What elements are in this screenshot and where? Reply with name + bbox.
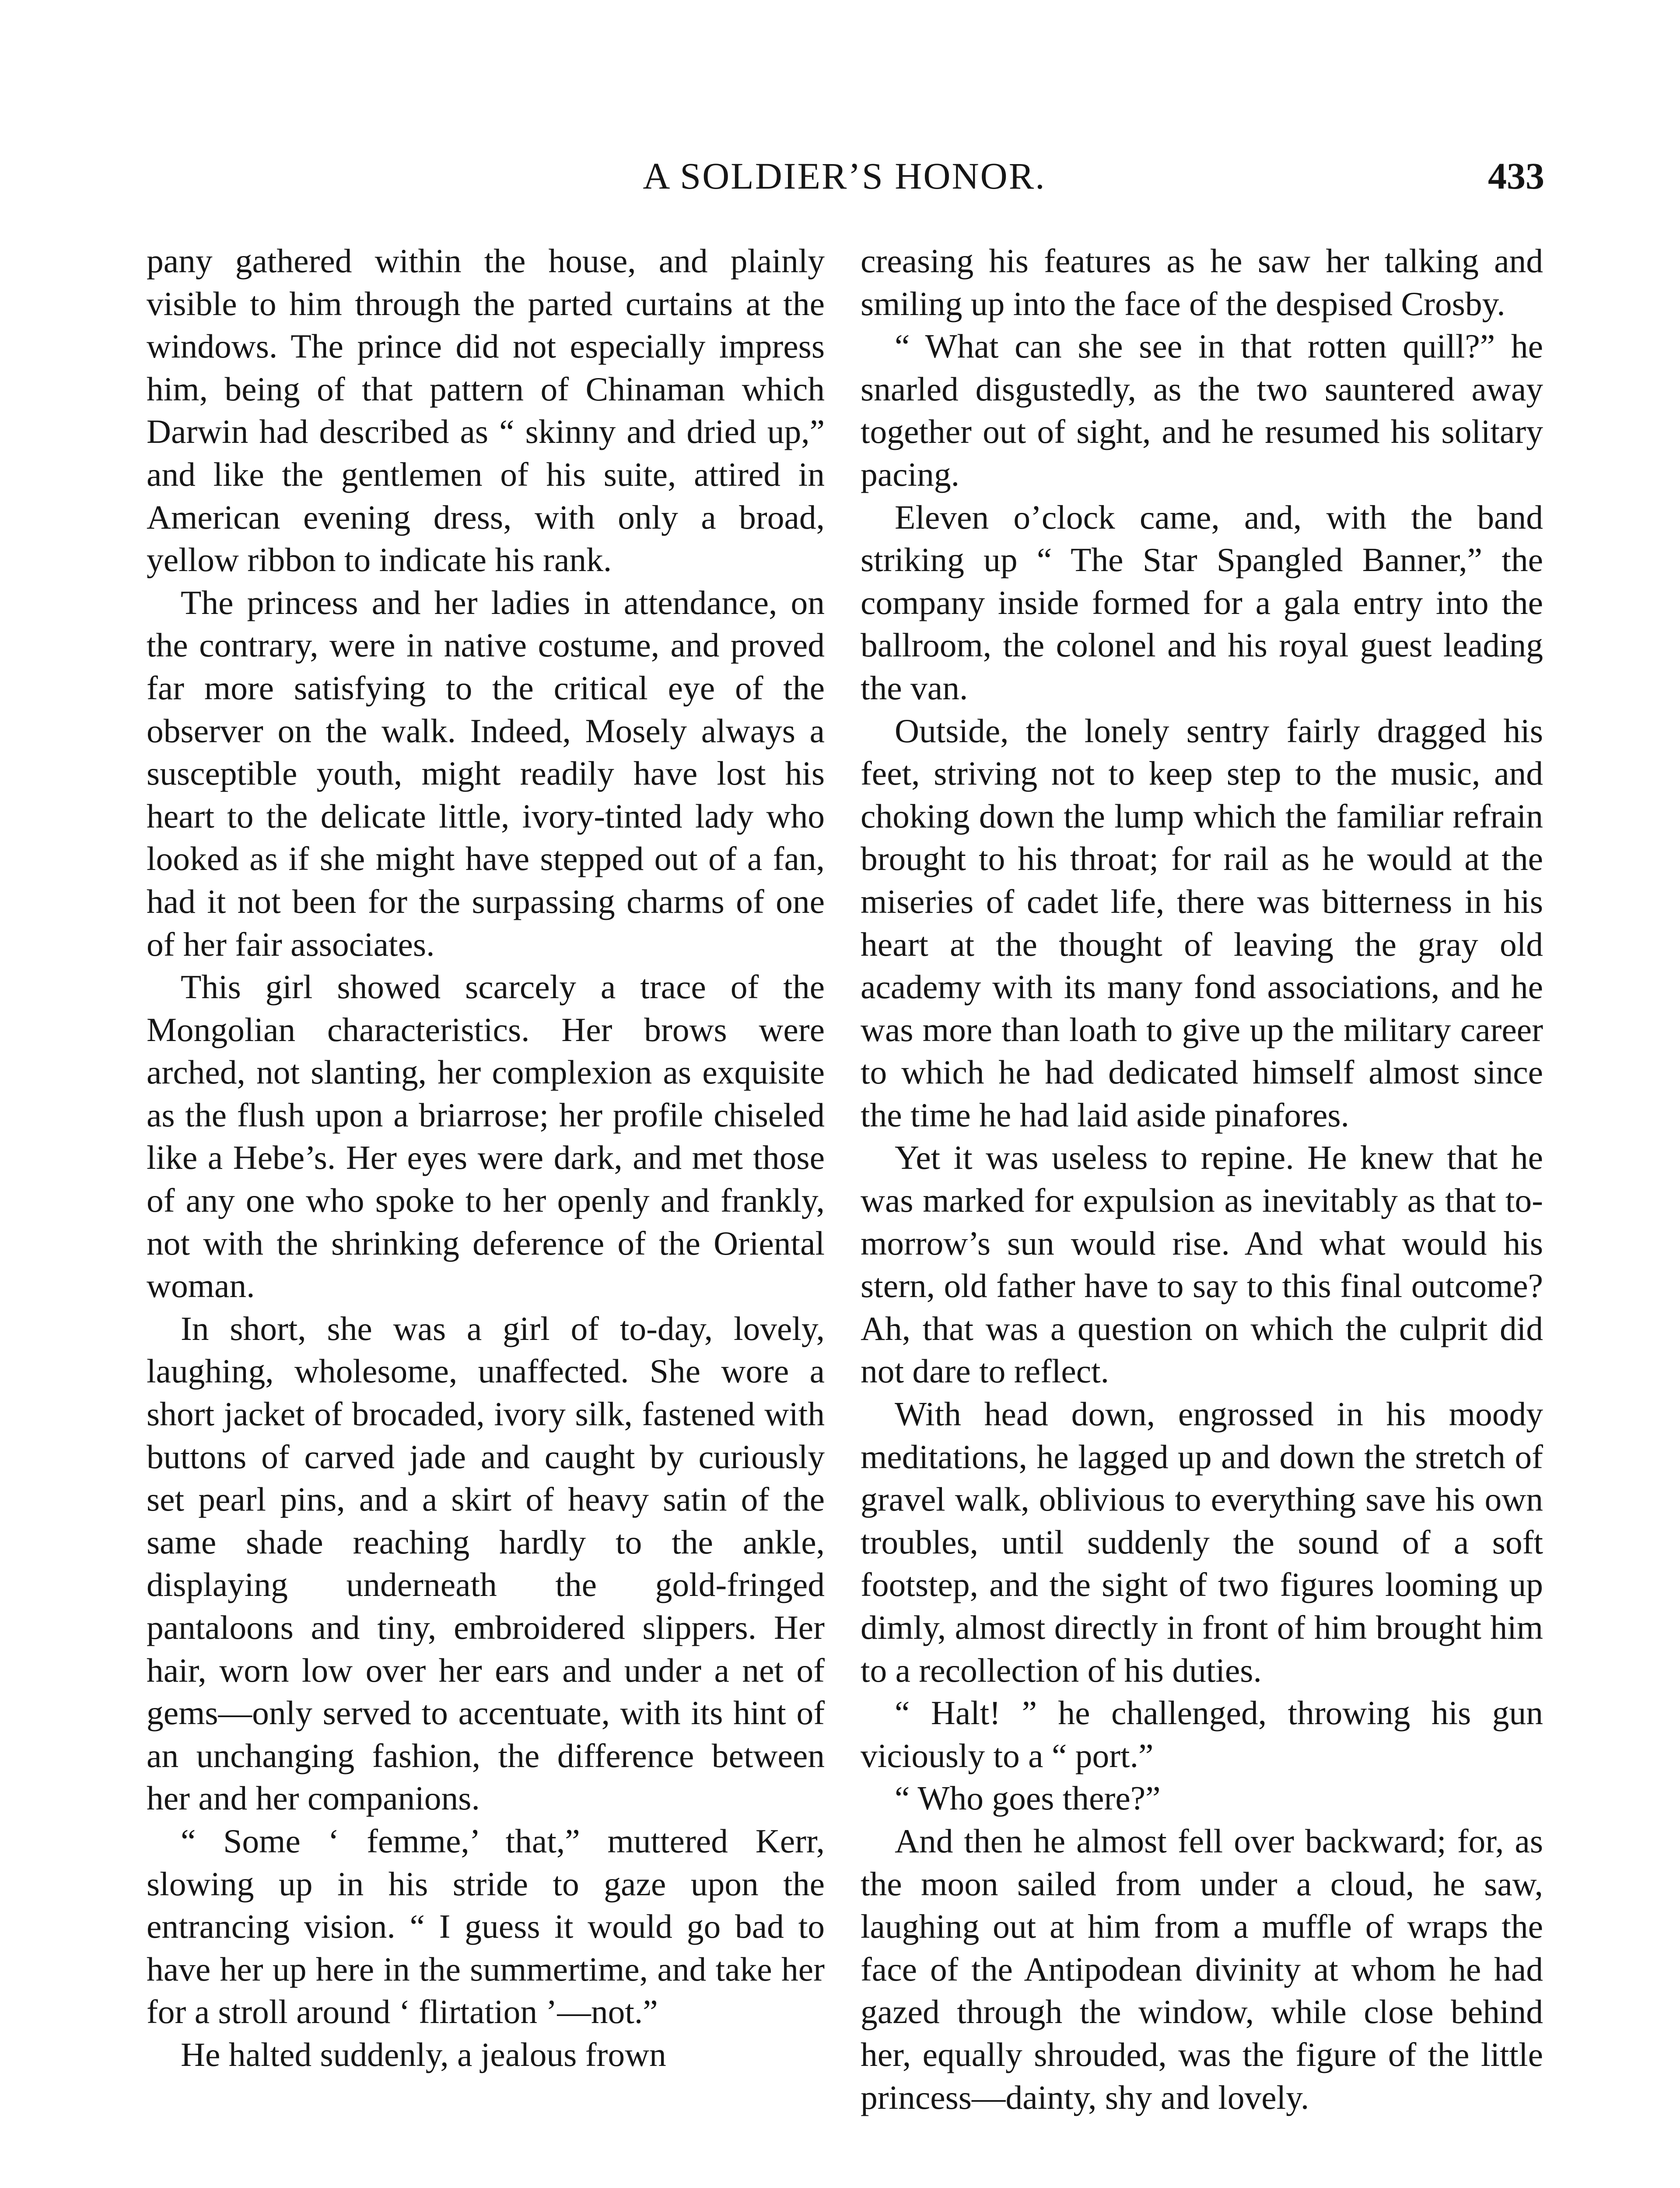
paragraph: Eleven o’clock came, and, with the band striking up “ The Star Spangled Banner,” the company inside formed for a gala entry into the ballroom, the colonel and his royal guest leading the van. — [861, 498, 1543, 707]
paragraph: This girl showed scarcely a trace of the Mongolian characteristics. Her brows were arched, not slanting, her complexion as exquisite as the flush upon a briarrose; her profile chiseled like a Hebe’s. Her eyes were dark, and met those of any one who spoke to her openly and frankly, not with the shrinking deference of the Oriental woman. — [147, 968, 825, 1305]
paragraph: With head down, engrossed in his moody meditations, he lagged up and down the stretch of gravel walk, oblivious to everything save his own troubles, until suddenly the sound of a soft footstep, and the sight of two figures looming up dimly, almost directly in front of him brought him to a recollection of his duties. — [861, 1395, 1543, 1689]
paragraph: “ Who goes there?” — [895, 1779, 1161, 1817]
paragraph: He halted suddenly, a jealous frown — [181, 2035, 666, 2073]
left-column — [147, 240, 825, 2076]
paragraph: “ Some ‘ femme,’ that,” muttered Kerr, slowing up in his stride to gaze upon the entrancing vision. “ I guess it would go bad to have her up here in the summertime, and take her for a stroll around ‘ flirtation ’—not.” — [147, 1822, 825, 2031]
right-column — [861, 240, 1543, 2119]
page-number: 433 — [1488, 155, 1544, 197]
paragraph: “ What can she see in that rotten quill?” he snarled disgustedly, as the two sauntered away together out of sight, and he resumed his solitary pacing. — [861, 327, 1543, 493]
paragraph: pany gathered within the house, and plainly visible to him through the parted curtains at the windows. The prince did not especially impress him, being of that pattern of Chinaman which Darwin had described as “ skinny and dried up,” and like the gentlemen of his suite, attired in American evening dress, with only a broad, yellow ribbon to indicate his rank. — [147, 242, 825, 579]
paragraph: In short, she was a girl of to-day, lovely, laughing, wholesome, unaffected. She wore a short jacket of brocaded, ivory silk, fastened with buttons of carved jade and caught by curiously set pearl pins, and a skirt of heavy satin of the same shade reaching hardly to the ankle, displaying underneath the gold-fringed pantaloons and tiny, embroidered slippers. Her hair, worn low over her ears and under a net of gems—only served to accentuate, with its hint of an unchanging fashion, the difference between her and her companions. — [147, 1309, 825, 1817]
paragraph: creasing his features as he saw her talking and smiling up into the face of the despised Crosby. — [861, 242, 1543, 323]
paragraph: “ Halt! ” he challenged, throwing his gun viciously to a “ port.” — [861, 1694, 1543, 1774]
running-title: A SOLDIER’S HONOR. — [643, 155, 1046, 197]
paragraph: The princess and her ladies in attendance, on the contrary, were in native costume, and proved far more satisfying to the critical eye of the observer on the walk. Indeed, Mosely always a susceptible youth, might readily have lost his heart to the delicate little, ivory-tinted lady who looked as if she might have stepped out of a fan, had it not been for the surpassing charms of one of her fair associates. — [147, 583, 825, 963]
paragraph: And then he almost fell over backward; for, as the moon sailed from under a cloud, he saw, laughing out at him from a muffle of wraps the face of the Antipodean divinity at whom he had gazed through the window, while close behind her, equally shrouded, was the figure of the little princess—dainty, shy and lovely. — [861, 1822, 1543, 2116]
paragraph: Yet it was useless to repine. He knew that he was marked for expulsion as inevitably as that to-morrow’s sun would rise. And what would his stern, old father have to say to this final outcome? Ah, that was a question on which the culprit did not dare to reflect. — [861, 1139, 1543, 1390]
running-head — [144, 154, 1544, 202]
paragraph: Outside, the lonely sentry fairly dragged his feet, striving not to keep step to the music, and choking down the lump which the familiar refrain brought to his throat; for rail as he would at the miseries of cadet life, there was bitterness in his heart at the thought of leaving the gray old academy with its many fond associations, and he was more than loath to give up the military career to which he had dedicated himself almost since the time he had laid aside pinafores. — [861, 712, 1543, 1134]
